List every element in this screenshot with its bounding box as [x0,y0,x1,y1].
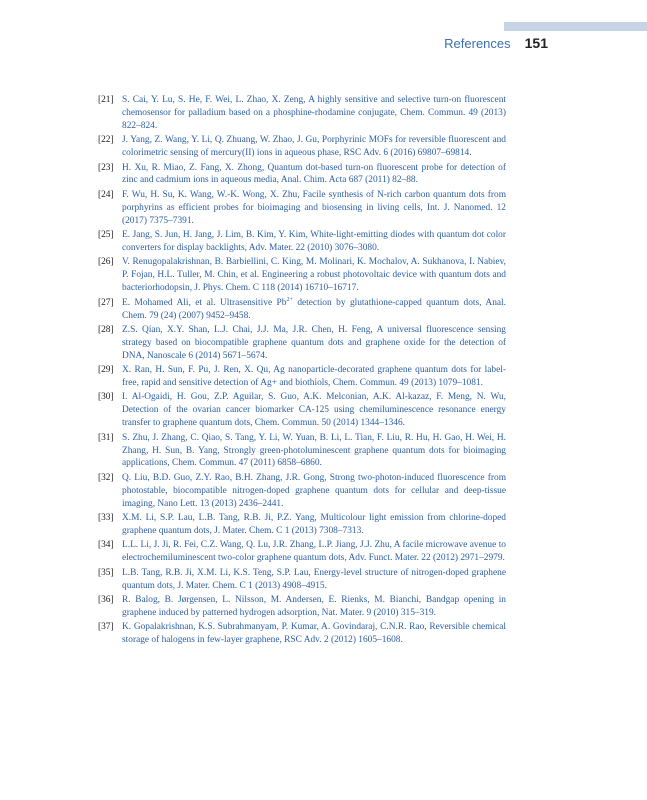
reference-item [98,472,506,511]
reference-item [98,189,506,228]
reference-text[interactable]: J. Yang, Z. Wang, Y. Li, Q. Zhuang, W. Zhao, J. Gu, Porphyrinic MOFs for reversible fluorescent and colorimetric sensing of mercury(II) ions in aqueous phase, RSC Adv. 6 (2016) 69807–69814. [122,135,506,159]
reference-text[interactable]: S. Cai, Y. Lu, S. He, F. Wei, L. Zhao, X. Zeng, A highly sensitive and selective turn-on fluorescent chemosensor for palladium based on a phosphine-rhodamine conjugate, Chem. Commun. 49 (2013) 822–824. [122,95,506,131]
reference-number: [28] [98,324,114,335]
reference-text[interactable]: K. Gopalakrishnan, K.S. Subrahmanyam, P. Kumar, A. Govindaraj, C.N.R. Rao, Reversible chemical storage of halogens in few-layer graphene, RSC Adv. 2 (2012) 1605–1608. [122,622,506,646]
superscript-charge: 2+ [286,296,293,303]
reference-number: [21] [98,95,114,105]
reference-text[interactable]: Z.S. Qian, X.Y. Shan, L.J. Chai, J.J. Ma, J.R. Chen, H. Feng, A universal fluorescence sensing strategy based on biocompatible graphene quantum dots and graphene oxide for the detection of DNA, Nanoscale 6 (2014) 5671–5674. [122,324,506,361]
reference-number: [30] [98,392,114,403]
reference-text[interactable]: E. Jang, S. Jun, H. Jang, J. Lim, B. Kim, Y. Kim, White-light-emitting diodes with quantum dot color converters for display backlights, Adv. Mater. 22 (2010) 3076–3080. [122,230,506,253]
reference-item [98,567,506,593]
reference-number: [37] [98,622,114,633]
reference-number: [31] [98,432,114,443]
reference-item [98,391,506,430]
reference-text[interactable]: I. Al-Ogaidi, H. Gou, Z.P. Aguilar, S. Guo, A.K. Melconian, A.K. Al-kazaz, F. Meng, N. Wu, Detection of the ovarian cancer biomarker CA-125 using chemiluminescence resonance energy transfer to graphene quantum dots, Chem. Commun. 50 (2014) 1344–1346. [122,392,506,429]
reference-number: [25] [98,230,114,241]
reference-item [98,134,506,160]
reference-number: [27] [98,297,114,308]
reference-item [98,432,506,471]
reference-number: [24] [98,189,114,200]
reference-number: [23] [98,162,114,173]
reference-number: [36] [98,595,114,606]
reference-text[interactable]: L.L. Li, J. Ji, R. Fei, C.Z. Wang, Q. Lu, J.R. Zhang, L.P. Jiang, J.J. Zhu, A facile microwave avenue to electrochemiluminescent two-color graphene quantum dots, Adv. Funct. Mater. 22 (2012) 2971–2979. [122,540,506,564]
reference-number: [35] [98,567,114,578]
reference-item [98,512,506,538]
reference-text[interactable]: R. Balog, B. Jørgensen, L. Nilsson, M. Andersen, E. Rienks, M. Bianchi, Bandgap opening in graphene induced by patterned hydrogen adsorption, Nat. Mater. 9 (2010) 315–319. [122,595,506,618]
reference-number: [32] [98,472,114,483]
reference-text[interactable]: Q. Liu, B.D. Guo, Z.Y. Rao, B.H. Zhang, J.R. Gong, Strong two-photon-induced fluorescence from photostable, biocompatible nitrogen-doped graphene quantum dots for cellular and deep-tissue imaging, Nano Lett. 13 (2013) 2436–2441. [122,472,506,509]
reference-text-part: E. Mohamed Ali, et al. Ultrasensitive Pb [122,297,287,308]
reference-item [98,162,506,188]
page-header [444,35,548,51]
reference-text[interactable]: L.B. Tang, R.B. Ji, X.M. Li, K.S. Teng, S.P. Lau, Energy-level structure of nitrogen-doped graphene quantum dots, J. Mater. Chem. C 1 (2013) 4908–4915. [122,567,506,591]
reference-text-part: detection by glutathione-capped quantum dots, Anal. Chem. 79 (24) (2007) 9452–9458. [122,297,506,321]
reference-item [98,594,506,620]
reference-item [98,94,506,133]
reference-text[interactable]: V. Renugopalakrishnan, B. Barbiellini, C. King, M. Molinari, K. Mochalov, A. Sukhanova, I. Nabiev, P. Fojan, H.L. Tuller, M. Chin, et al. Engineering a robust photovoltaic device with quantum dots and bacteriorhodopsin, J. Phys. Chem. C 118 (2014) 16710–16717. [122,257,506,294]
reference-text[interactable]: X.M. Li, S.P. Lau, L.B. Tang, R.B. Ji, P.Z. Yang, Multicolour light emission from chlorine-doped graphene quantum dots, J. Mater. Chem. C 1 (2013) 7308–7313. [122,513,506,536]
reference-list [98,94,506,649]
reference-item [98,364,506,390]
reference-item [98,229,506,255]
page-number: 151 [524,35,548,51]
reference-number: [34] [98,540,114,551]
reference-text[interactable]: S. Zhu, J. Zhang, C. Qiao, S. Tang, Y. Li, W. Yuan, B. Li, L. Tian, F. Liu, R. Hu, H. Gao, H. Wei, H. Zhang, H. Sun, B. Yang, Strongly green-photoluminescent graphene quantum dots for bioimaging applications, Chem. Commun. 47 (2011) 6858–6860. [122,432,506,469]
reference-text[interactable] [122,297,506,323]
reference-number: [33] [98,513,114,524]
reference-item [98,621,506,647]
running-title: References [444,36,511,51]
reference-text[interactable]: X. Ran, H. Sun, F. Pu, J. Ren, X. Qu, Ag nanoparticle-decorated graphene quantum dots for label-free, rapid and sensitive detection of Ag+ and biothiols, Chem. Commun. 49 (2013) 1079–1081. [122,365,506,389]
reference-item [98,256,506,295]
reference-text[interactable]: H. Xu, R. Miao, Z. Fang, X. Zhong, Quantum dot-based turn-on fluorescent probe for detection of zinc and cadmium ions in aqueous media, Anal. Chim. Acta 687 (2011) 82–88. [122,162,506,186]
reference-number: [22] [98,135,114,146]
header-accent-bar [504,22,647,31]
reference-item [98,324,506,363]
reference-number: [29] [98,365,114,376]
reference-text[interactable]: F. Wu, H. Su, K. Wang, W.-K. Wong, X. Zhu, Facile synthesis of N-rich carbon quantum dots from porphyrins as efficient probes for bioimaging and biosensing in living cells, Int. J. Nanomed. 12 (2017) 7375–7391. [122,189,506,226]
reference-number: [26] [98,257,114,268]
reference-item [98,539,506,565]
reference-item [98,297,506,323]
